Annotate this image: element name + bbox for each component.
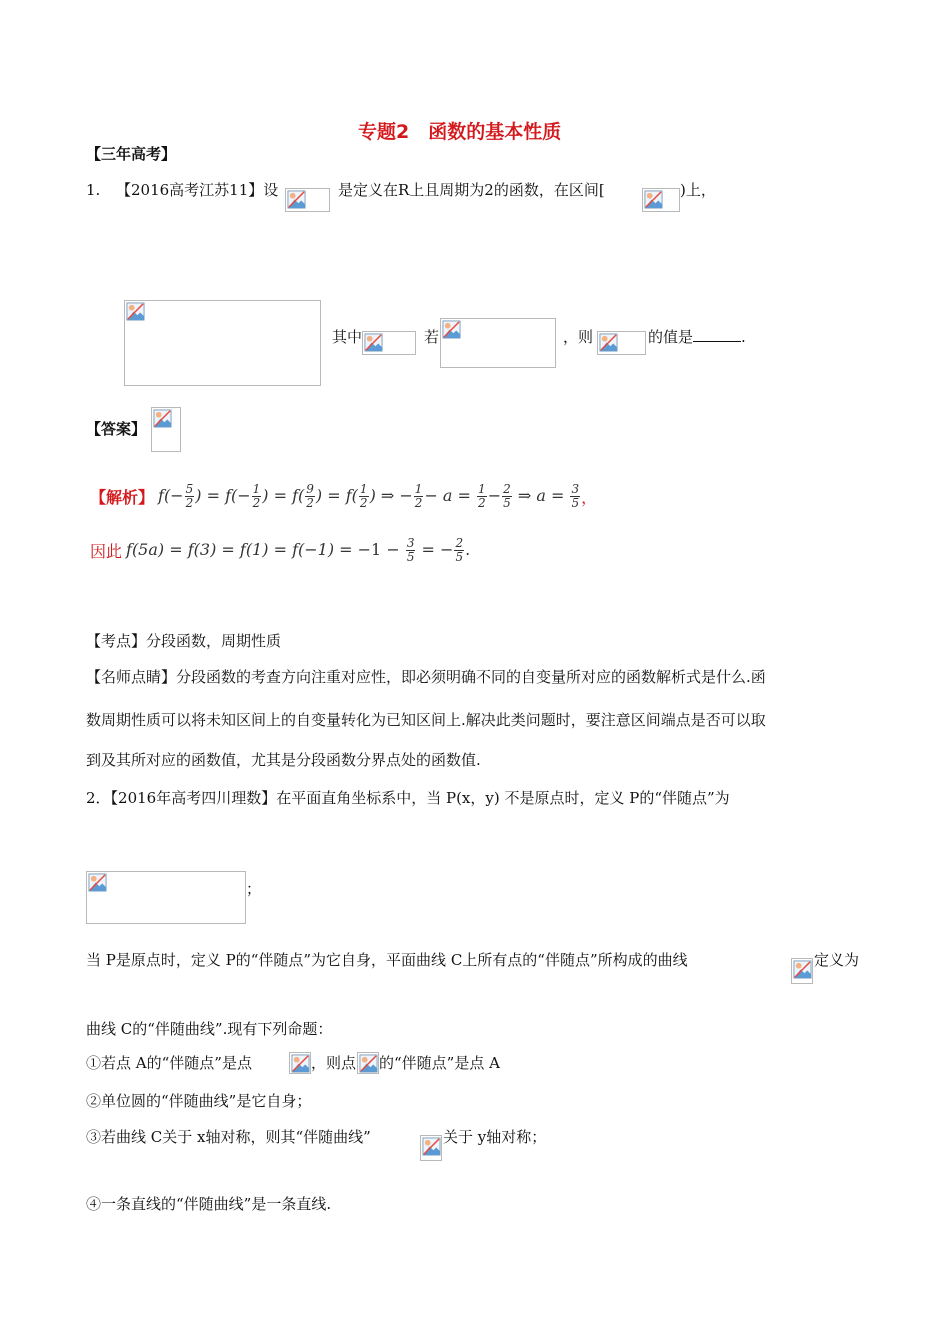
broken-image-icon <box>153 409 172 428</box>
q2-line-2a: 当 P是原点时，定义 P的“伴随点”为它自身，平面曲线 C上所有点的“伴随点”所构成的曲线 <box>86 951 688 969</box>
formula-image-placeholder <box>420 1135 442 1161</box>
formula-image-placeholder <box>285 188 330 212</box>
q2-item-4: ④一条直线的“伴随曲线”是一条直线. <box>86 1195 332 1213</box>
broken-image-icon <box>359 1054 378 1073</box>
formula-image-placeholder <box>642 188 680 212</box>
broken-image-icon <box>644 190 663 209</box>
mingshi-line-3: 到及其所对应的函数值，尤其是分段函数分界点处的函数值. <box>86 751 481 769</box>
q1-text-3: 其中 <box>332 328 363 346</box>
q1-text-4: 若 <box>424 328 440 346</box>
q2-item-2: ②单位圆的“伴随曲线”是它自身； <box>86 1092 312 1110</box>
q2-line-3: 曲线 C的“伴随曲线”.现有下列命题： <box>86 1020 333 1038</box>
q2-item-1b: ，则点 <box>311 1054 357 1072</box>
q2-line-1: 2．【2016年高考四川理数】在平面直角坐标系中，当 P(x，y) 不是原点时，定义 P的“伴随点”为 <box>86 789 730 807</box>
q1-text-5: ，则 <box>563 328 594 346</box>
q1-number: 1. <box>86 181 101 199</box>
answer-label: 【答案】 <box>86 420 147 438</box>
q1-text-2: )上， <box>680 181 716 199</box>
broken-image-icon <box>599 333 618 352</box>
broken-image-icon <box>422 1137 441 1156</box>
answer-blank <box>693 327 741 342</box>
q2-item-1c: 的“伴随点”是点 A <box>379 1054 500 1072</box>
broken-image-icon <box>364 333 383 352</box>
broken-image-icon <box>793 960 812 979</box>
broken-image-icon <box>126 302 145 321</box>
kaodian-line: 【考点】分段函数，周期性质 <box>86 632 282 650</box>
mingshi-line-2: 数周期性质可以将未知区间上的自变量转化为已知区间上.解决此类问题时，要注意区间端点是否可以取 <box>86 711 766 729</box>
formula-image-placeholder <box>289 1052 311 1074</box>
solution-formula-2: f(5a) = f(3) = f(1) = f(−1) = −1 − $\frac{3}{5}$ = − $\frac{2}{5}$ . <box>126 535 471 564</box>
broken-image-icon <box>88 873 107 892</box>
q2-semicolon: ； <box>246 880 262 898</box>
q2-item-3b: 关于 y轴对称； <box>443 1128 547 1146</box>
piecewise-function-image-placeholder <box>124 300 321 386</box>
q1-text-1: 是定义在R上且周期为2的函数，在区间[ <box>338 181 605 199</box>
formula-image-placeholder <box>362 331 416 355</box>
solution-formula-1: f(− $\frac{5}{2}$ ) = f(− $\frac{1}{2}$ ) = f( $\frac{9}{2}$ ) = f( $\frac{1}{2}$ ) ⇒ − $\frac{1}{2}$ − a = $\frac{1}{2}$ − $\frac{2}{5}$ ⇒ a = $\frac{3}{5}$ <box>158 481 580 510</box>
page-title: 专题2 函数的基本性质 <box>358 121 562 143</box>
q2-line-2b: 定义为 <box>814 951 860 969</box>
q1-text-6: 的值是 . <box>648 328 746 346</box>
answer-image-placeholder <box>151 407 181 452</box>
mingshi-line-1: 【名师点睛】分段函数的考查方向注重对应性，即必须明确不同的自变量所对应的函数解析式是什么.函 <box>86 668 766 686</box>
formula-image-placeholder <box>86 871 246 924</box>
formula-image-placeholder <box>791 958 813 984</box>
q2-item-1a: ①若点 A的“伴随点”是点 <box>86 1054 252 1072</box>
q1-source: 【2016高考江苏11】设 <box>116 181 279 199</box>
formula-image-placeholder <box>357 1052 379 1074</box>
broken-image-icon <box>442 320 461 339</box>
broken-image-icon <box>287 190 306 209</box>
formula-image-placeholder <box>597 331 646 355</box>
q2-item-3a: ③若曲线 C关于 x轴对称，则其“伴随曲线” <box>86 1128 371 1146</box>
broken-image-icon <box>291 1054 310 1073</box>
formula-image-placeholder <box>440 318 556 368</box>
solution-line-1: 【解析】 f(− $\frac{5}{2}$ ) = f(− $\frac{1}{2}$ ) = f( $\frac{9}{2}$ ) = f( $\frac{1}{2}$ ) ⇒ − $\frac{1}{2}$ − a = $\frac{1}{2}$ − $\frac{2}{5}$ ⇒ a = $\frac{3}{5}$ ， <box>90 481 598 510</box>
section-heading: 【三年高考】 <box>86 145 177 163</box>
solution-line-2: 因此 f(5a) = f(3) = f(1) = f(−1) = −1 − $\frac{3}{5}$ = − $\frac{2}{5}$ . <box>90 535 471 564</box>
